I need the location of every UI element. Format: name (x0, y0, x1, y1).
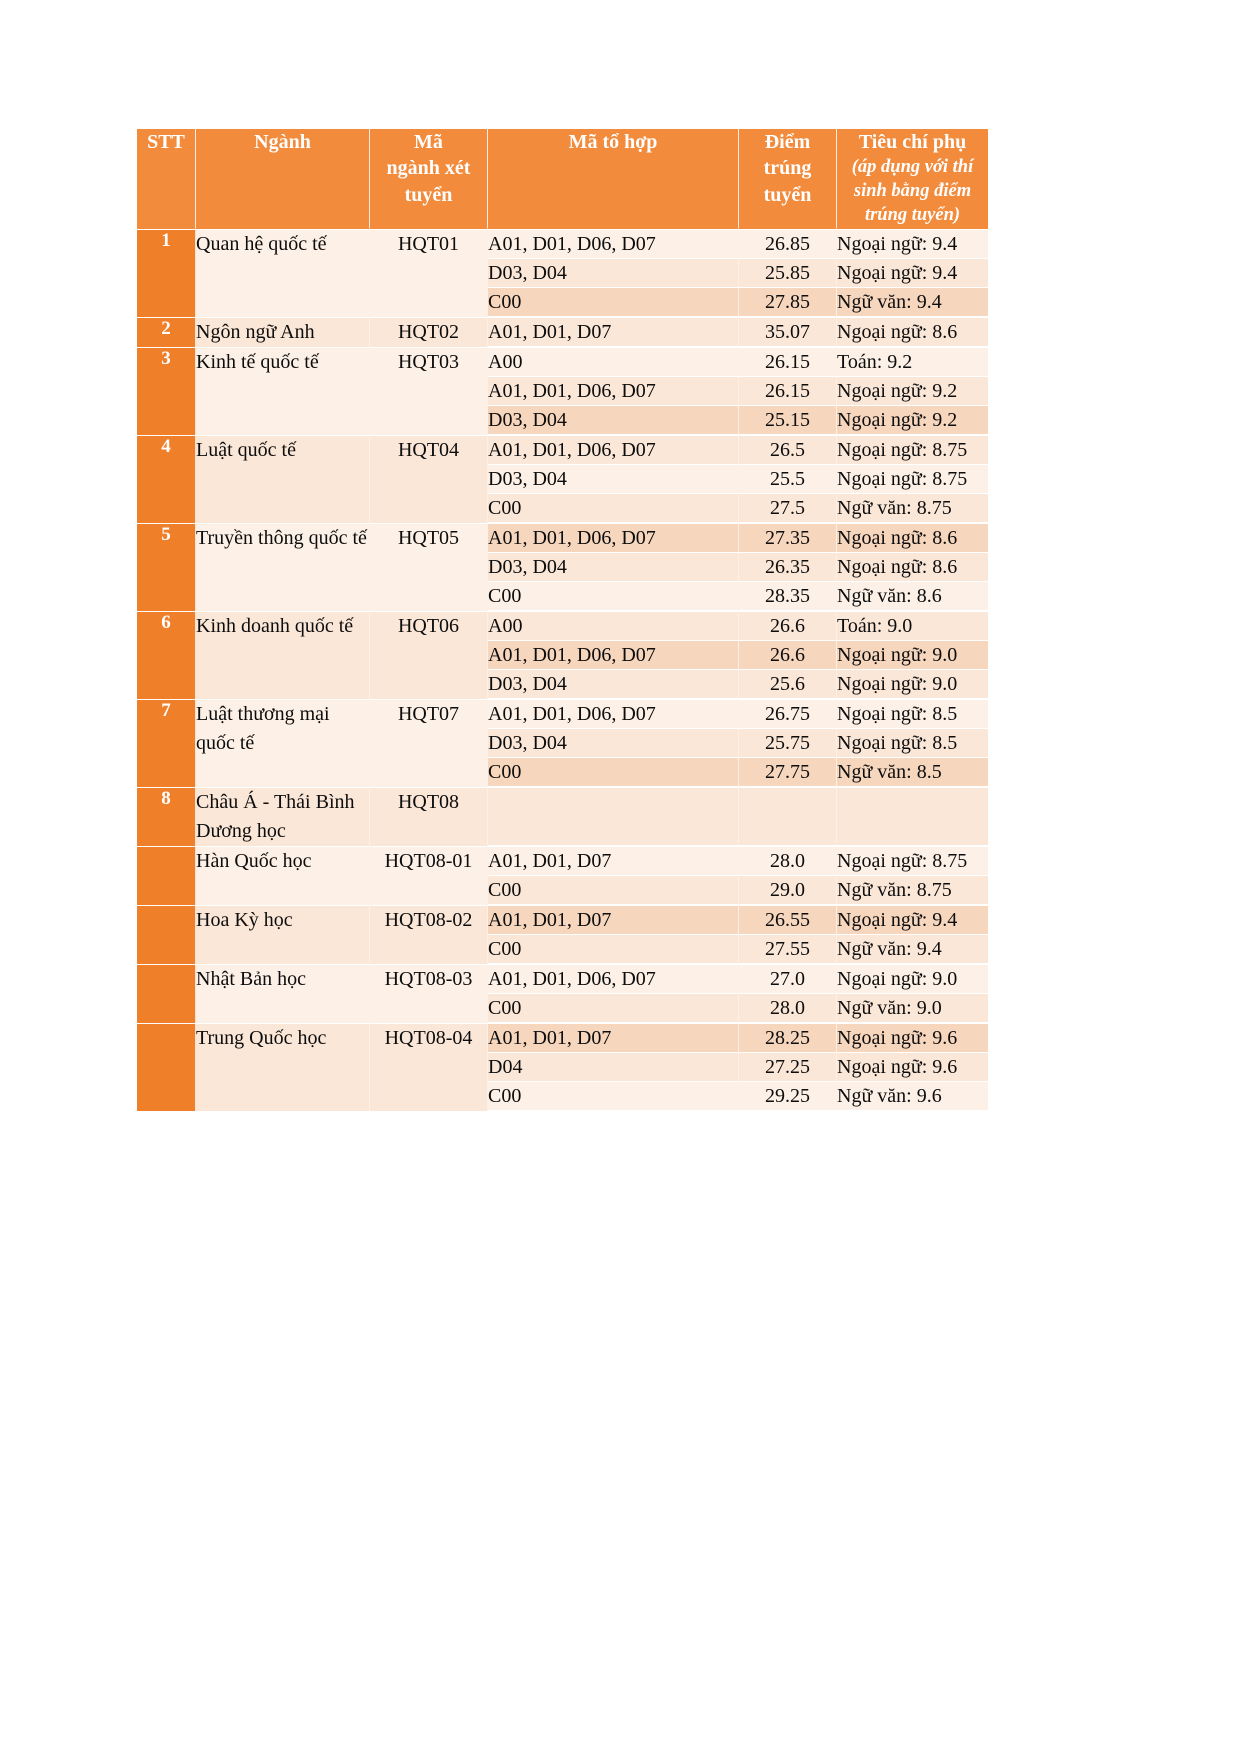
cell-diem-trung-tuyen: 28.0 (739, 994, 837, 1023)
cell-tieu-chi-phu (837, 229, 988, 259)
cell-diem-trung-tuyen: 26.15 (739, 347, 837, 377)
table-row (137, 229, 988, 259)
header-ma-line1: Mã (414, 131, 443, 153)
cell-ma-to-hop: D04 (488, 1053, 739, 1082)
cell-diem-trung-tuyen: 35.07 (739, 317, 837, 347)
table-body (137, 229, 988, 1111)
header-tieu-chi-main: Tiêu chí phụ (858, 131, 967, 153)
cell-diem-trung-tuyen: 27.75 (739, 758, 837, 787)
cell-ma-nganh: HQT07 (370, 699, 488, 787)
cell-diem-trung-tuyen: 27.0 (739, 964, 837, 994)
cell-ma-to-hop: C00 (488, 288, 739, 317)
cell-ma-nganh: HQT03 (370, 347, 488, 435)
cell-tieu-chi-phu (837, 994, 988, 1023)
criteria-text: Ngoại ngữ: 8.6 (837, 526, 958, 549)
criteria-text: Ngữ văn: 9.4 (837, 937, 942, 960)
cell-stt (137, 905, 196, 964)
criteria-text: Ngoại ngữ: 8.75 (837, 467, 968, 490)
cell-diem-trung-tuyen: 28.0 (739, 846, 837, 876)
cell-diem-trung-tuyen: 27.25 (739, 1053, 837, 1082)
cell-tieu-chi-phu (837, 758, 988, 787)
cell-nganh: Nhật Bản học (196, 964, 370, 1023)
cell-tieu-chi-phu (837, 406, 988, 435)
cell-nganh: Trung Quốc học (196, 1023, 370, 1111)
table-row (137, 905, 988, 935)
cell-tieu-chi-phu (837, 787, 988, 846)
cell-tieu-chi-phu (837, 377, 988, 406)
cell-diem-trung-tuyen (739, 787, 837, 846)
cell-ma-nganh: HQT08 (370, 787, 488, 846)
table-header (137, 129, 988, 229)
cell-diem-trung-tuyen: 25.6 (739, 670, 837, 699)
header-diem-trung-tuyen (739, 129, 837, 229)
cell-ma-to-hop: A01, D01, D06, D07 (488, 964, 739, 994)
cell-tieu-chi-phu (837, 523, 988, 553)
header-ma-nganh-xet-tuyen (370, 129, 488, 229)
cell-tieu-chi-phu (837, 611, 988, 641)
cell-diem-trung-tuyen: 29.0 (739, 876, 837, 905)
criteria-text: Ngoại ngữ: 8.6 (837, 555, 958, 578)
cell-ma-to-hop: D03, D04 (488, 553, 739, 582)
cell-stt (137, 964, 196, 1023)
cell-ma-to-hop: D03, D04 (488, 729, 739, 758)
cell-nganh: Châu Á - Thái Bình Dương học (196, 787, 370, 846)
cell-ma-to-hop: D03, D04 (488, 406, 739, 435)
cell-nganh: Hoa Kỳ học (196, 905, 370, 964)
cell-ma-to-hop: A00 (488, 611, 739, 641)
cell-diem-trung-tuyen: 29.25 (739, 1082, 837, 1111)
cell-tieu-chi-phu (837, 1082, 988, 1111)
cell-tieu-chi-phu (837, 259, 988, 288)
cell-diem-trung-tuyen: 27.55 (739, 935, 837, 964)
cell-tieu-chi-phu (837, 846, 988, 876)
criteria-text: Toán: 9.0 (837, 614, 913, 637)
cell-tieu-chi-phu (837, 699, 988, 729)
cell-ma-nganh: HQT08-02 (370, 905, 488, 964)
cell-diem-trung-tuyen: 25.75 (739, 729, 837, 758)
cell-diem-trung-tuyen: 27.85 (739, 288, 837, 317)
cell-tieu-chi-phu (837, 1053, 988, 1082)
table-row (137, 435, 988, 465)
cell-ma-to-hop: C00 (488, 494, 739, 523)
cell-ma-nganh: HQT08-01 (370, 846, 488, 905)
header-ma-line3: tuyển (404, 183, 453, 206)
cell-tieu-chi-phu (837, 876, 988, 905)
cell-nganh: Luật thương mại quốc tế (196, 699, 370, 787)
cell-nganh: Hàn Quốc học (196, 846, 370, 905)
cell-ma-to-hop: A01, D01, D07 (488, 846, 739, 876)
cell-ma-nganh: HQT08-03 (370, 964, 488, 1023)
cell-tieu-chi-phu (837, 1023, 988, 1053)
cell-diem-trung-tuyen: 27.5 (739, 494, 837, 523)
table-row (137, 699, 988, 729)
cell-tieu-chi-phu (837, 553, 988, 582)
criteria-text: Ngoại ngữ: 8.5 (837, 702, 958, 725)
table-row (137, 787, 988, 846)
table-row (137, 846, 988, 876)
cell-stt: 5 (137, 523, 196, 611)
criteria-text: Ngoại ngữ: 8.6 (837, 320, 958, 343)
cell-tieu-chi-phu (837, 935, 988, 964)
cell-stt: 1 (137, 229, 196, 317)
cell-stt: 7 (137, 699, 196, 787)
cell-ma-to-hop: A01, D01, D06, D07 (488, 641, 739, 670)
cell-stt: 6 (137, 611, 196, 699)
criteria-text: Ngoại ngữ: 9.2 (837, 379, 958, 402)
cell-diem-trung-tuyen: 26.35 (739, 553, 837, 582)
cell-ma-to-hop: C00 (488, 758, 739, 787)
admission-score-table (137, 129, 988, 1111)
cell-stt: 2 (137, 317, 196, 347)
cell-nganh: Truyền thông quốc tế (196, 523, 370, 611)
cell-diem-trung-tuyen: 28.25 (739, 1023, 837, 1053)
header-stt: STT (137, 129, 196, 229)
cell-ma-to-hop: D03, D04 (488, 465, 739, 494)
cell-diem-trung-tuyen: 25.85 (739, 259, 837, 288)
cell-diem-trung-tuyen: 27.35 (739, 523, 837, 553)
cell-tieu-chi-phu (837, 964, 988, 994)
cell-ma-nganh: HQT02 (370, 317, 488, 347)
cell-ma-to-hop: C00 (488, 994, 739, 1023)
cell-diem-trung-tuyen: 26.6 (739, 611, 837, 641)
cell-ma-to-hop: D03, D04 (488, 670, 739, 699)
cell-diem-trung-tuyen: 26.5 (739, 435, 837, 465)
criteria-text: Ngữ văn: 8.6 (837, 584, 942, 607)
cell-ma-to-hop: A00 (488, 347, 739, 377)
cell-ma-to-hop: C00 (488, 935, 739, 964)
cell-tieu-chi-phu (837, 465, 988, 494)
cell-ma-to-hop: C00 (488, 582, 739, 611)
cell-diem-trung-tuyen: 26.85 (739, 229, 837, 259)
criteria-text: Ngoại ngữ: 9.4 (837, 261, 958, 284)
cell-tieu-chi-phu (837, 317, 988, 347)
cell-nganh: Ngôn ngữ Anh (196, 317, 370, 347)
header-tieu-chi-sub: (áp dụng với thí sinh bằng điểm trúng tuyển) (851, 157, 974, 226)
cell-ma-nganh: HQT05 (370, 523, 488, 611)
cell-stt (137, 846, 196, 905)
cell-ma-to-hop: A01, D01, D07 (488, 317, 739, 347)
criteria-text: Toán: 9.2 (837, 350, 913, 373)
criteria-text: Ngoại ngữ: 9.0 (837, 672, 958, 695)
cell-ma-to-hop: A01, D01, D06, D07 (488, 523, 739, 553)
criteria-text: Ngoại ngữ: 8.5 (837, 731, 958, 754)
table-row (137, 317, 988, 347)
cell-tieu-chi-phu (837, 905, 988, 935)
cell-nganh: Kinh doanh quốc tế (196, 611, 370, 699)
table-row (137, 964, 988, 994)
criteria-text: Ngoại ngữ: 9.2 (837, 408, 958, 431)
cell-ma-to-hop: A01, D01, D07 (488, 905, 739, 935)
cell-diem-trung-tuyen: 26.15 (739, 377, 837, 406)
table-row (137, 1023, 988, 1053)
cell-stt: 4 (137, 435, 196, 523)
cell-ma-to-hop: A01, D01, D06, D07 (488, 229, 739, 259)
header-tieu-chi-phu (837, 129, 988, 229)
criteria-text: Ngoại ngữ: 9.6 (837, 1026, 958, 1049)
cell-ma-to-hop: A01, D01, D06, D07 (488, 435, 739, 465)
cell-ma-nganh: HQT04 (370, 435, 488, 523)
cell-ma-to-hop: A01, D01, D07 (488, 1023, 739, 1053)
cell-diem-trung-tuyen: 26.75 (739, 699, 837, 729)
cell-diem-trung-tuyen: 26.6 (739, 641, 837, 670)
cell-ma-nganh: HQT01 (370, 229, 488, 317)
table-row (137, 611, 988, 641)
criteria-text: Ngoại ngữ: 8.75 (837, 849, 968, 872)
cell-ma-to-hop: C00 (488, 876, 739, 905)
cell-diem-trung-tuyen: 28.35 (739, 582, 837, 611)
cell-ma-to-hop: C00 (488, 1082, 739, 1111)
cell-nganh: Kinh tế quốc tế (196, 347, 370, 435)
header-ma-to-hop: Mã tổ hợp (488, 129, 739, 229)
cell-tieu-chi-phu (837, 582, 988, 611)
header-diem-line2: trúng (763, 157, 812, 180)
cell-ma-nganh: HQT08-04 (370, 1023, 488, 1111)
criteria-text: Ngoại ngữ: 9.0 (837, 967, 958, 990)
criteria-text: Ngoại ngữ: 8.75 (837, 438, 968, 461)
cell-nganh: Quan hệ quốc tế (196, 229, 370, 317)
cell-nganh: Luật quốc tế (196, 435, 370, 523)
criteria-text: Ngoại ngữ: 9.4 (837, 232, 958, 255)
cell-stt: 3 (137, 347, 196, 435)
header-ma-line2: ngành xét (386, 157, 471, 180)
cell-diem-trung-tuyen: 25.15 (739, 406, 837, 435)
criteria-text: Ngoại ngữ: 9.6 (837, 1055, 958, 1078)
criteria-text: Ngữ văn: 9.6 (837, 1084, 942, 1107)
cell-tieu-chi-phu (837, 347, 988, 377)
header-diem-line1: Điểm (764, 131, 811, 153)
table-row (137, 347, 988, 377)
criteria-text: Ngữ văn: 8.75 (837, 496, 952, 519)
cell-diem-trung-tuyen: 26.55 (739, 905, 837, 935)
header-row (137, 129, 988, 229)
cell-ma-to-hop (488, 787, 739, 846)
header-diem-line3: tuyển (763, 183, 812, 206)
cell-stt: 8 (137, 787, 196, 846)
cell-ma-to-hop: A01, D01, D06, D07 (488, 699, 739, 729)
cell-tieu-chi-phu (837, 288, 988, 317)
cell-tieu-chi-phu (837, 494, 988, 523)
cell-diem-trung-tuyen: 25.5 (739, 465, 837, 494)
criteria-text: Ngoại ngữ: 9.0 (837, 643, 958, 666)
criteria-text: Ngữ văn: 8.75 (837, 878, 952, 901)
cell-ma-nganh: HQT06 (370, 611, 488, 699)
criteria-text: Ngữ văn: 9.4 (837, 290, 942, 313)
cell-ma-to-hop: D03, D04 (488, 259, 739, 288)
cell-ma-to-hop: A01, D01, D06, D07 (488, 377, 739, 406)
table-row (137, 523, 988, 553)
cell-tieu-chi-phu (837, 435, 988, 465)
criteria-text: Ngữ văn: 8.5 (837, 760, 942, 783)
cell-tieu-chi-phu (837, 641, 988, 670)
criteria-text: Ngữ văn: 9.0 (837, 996, 942, 1019)
header-nganh: Ngành (196, 129, 370, 229)
cell-stt (137, 1023, 196, 1111)
criteria-text: Ngoại ngữ: 9.4 (837, 908, 958, 931)
cell-tieu-chi-phu (837, 670, 988, 699)
cell-tieu-chi-phu (837, 729, 988, 758)
